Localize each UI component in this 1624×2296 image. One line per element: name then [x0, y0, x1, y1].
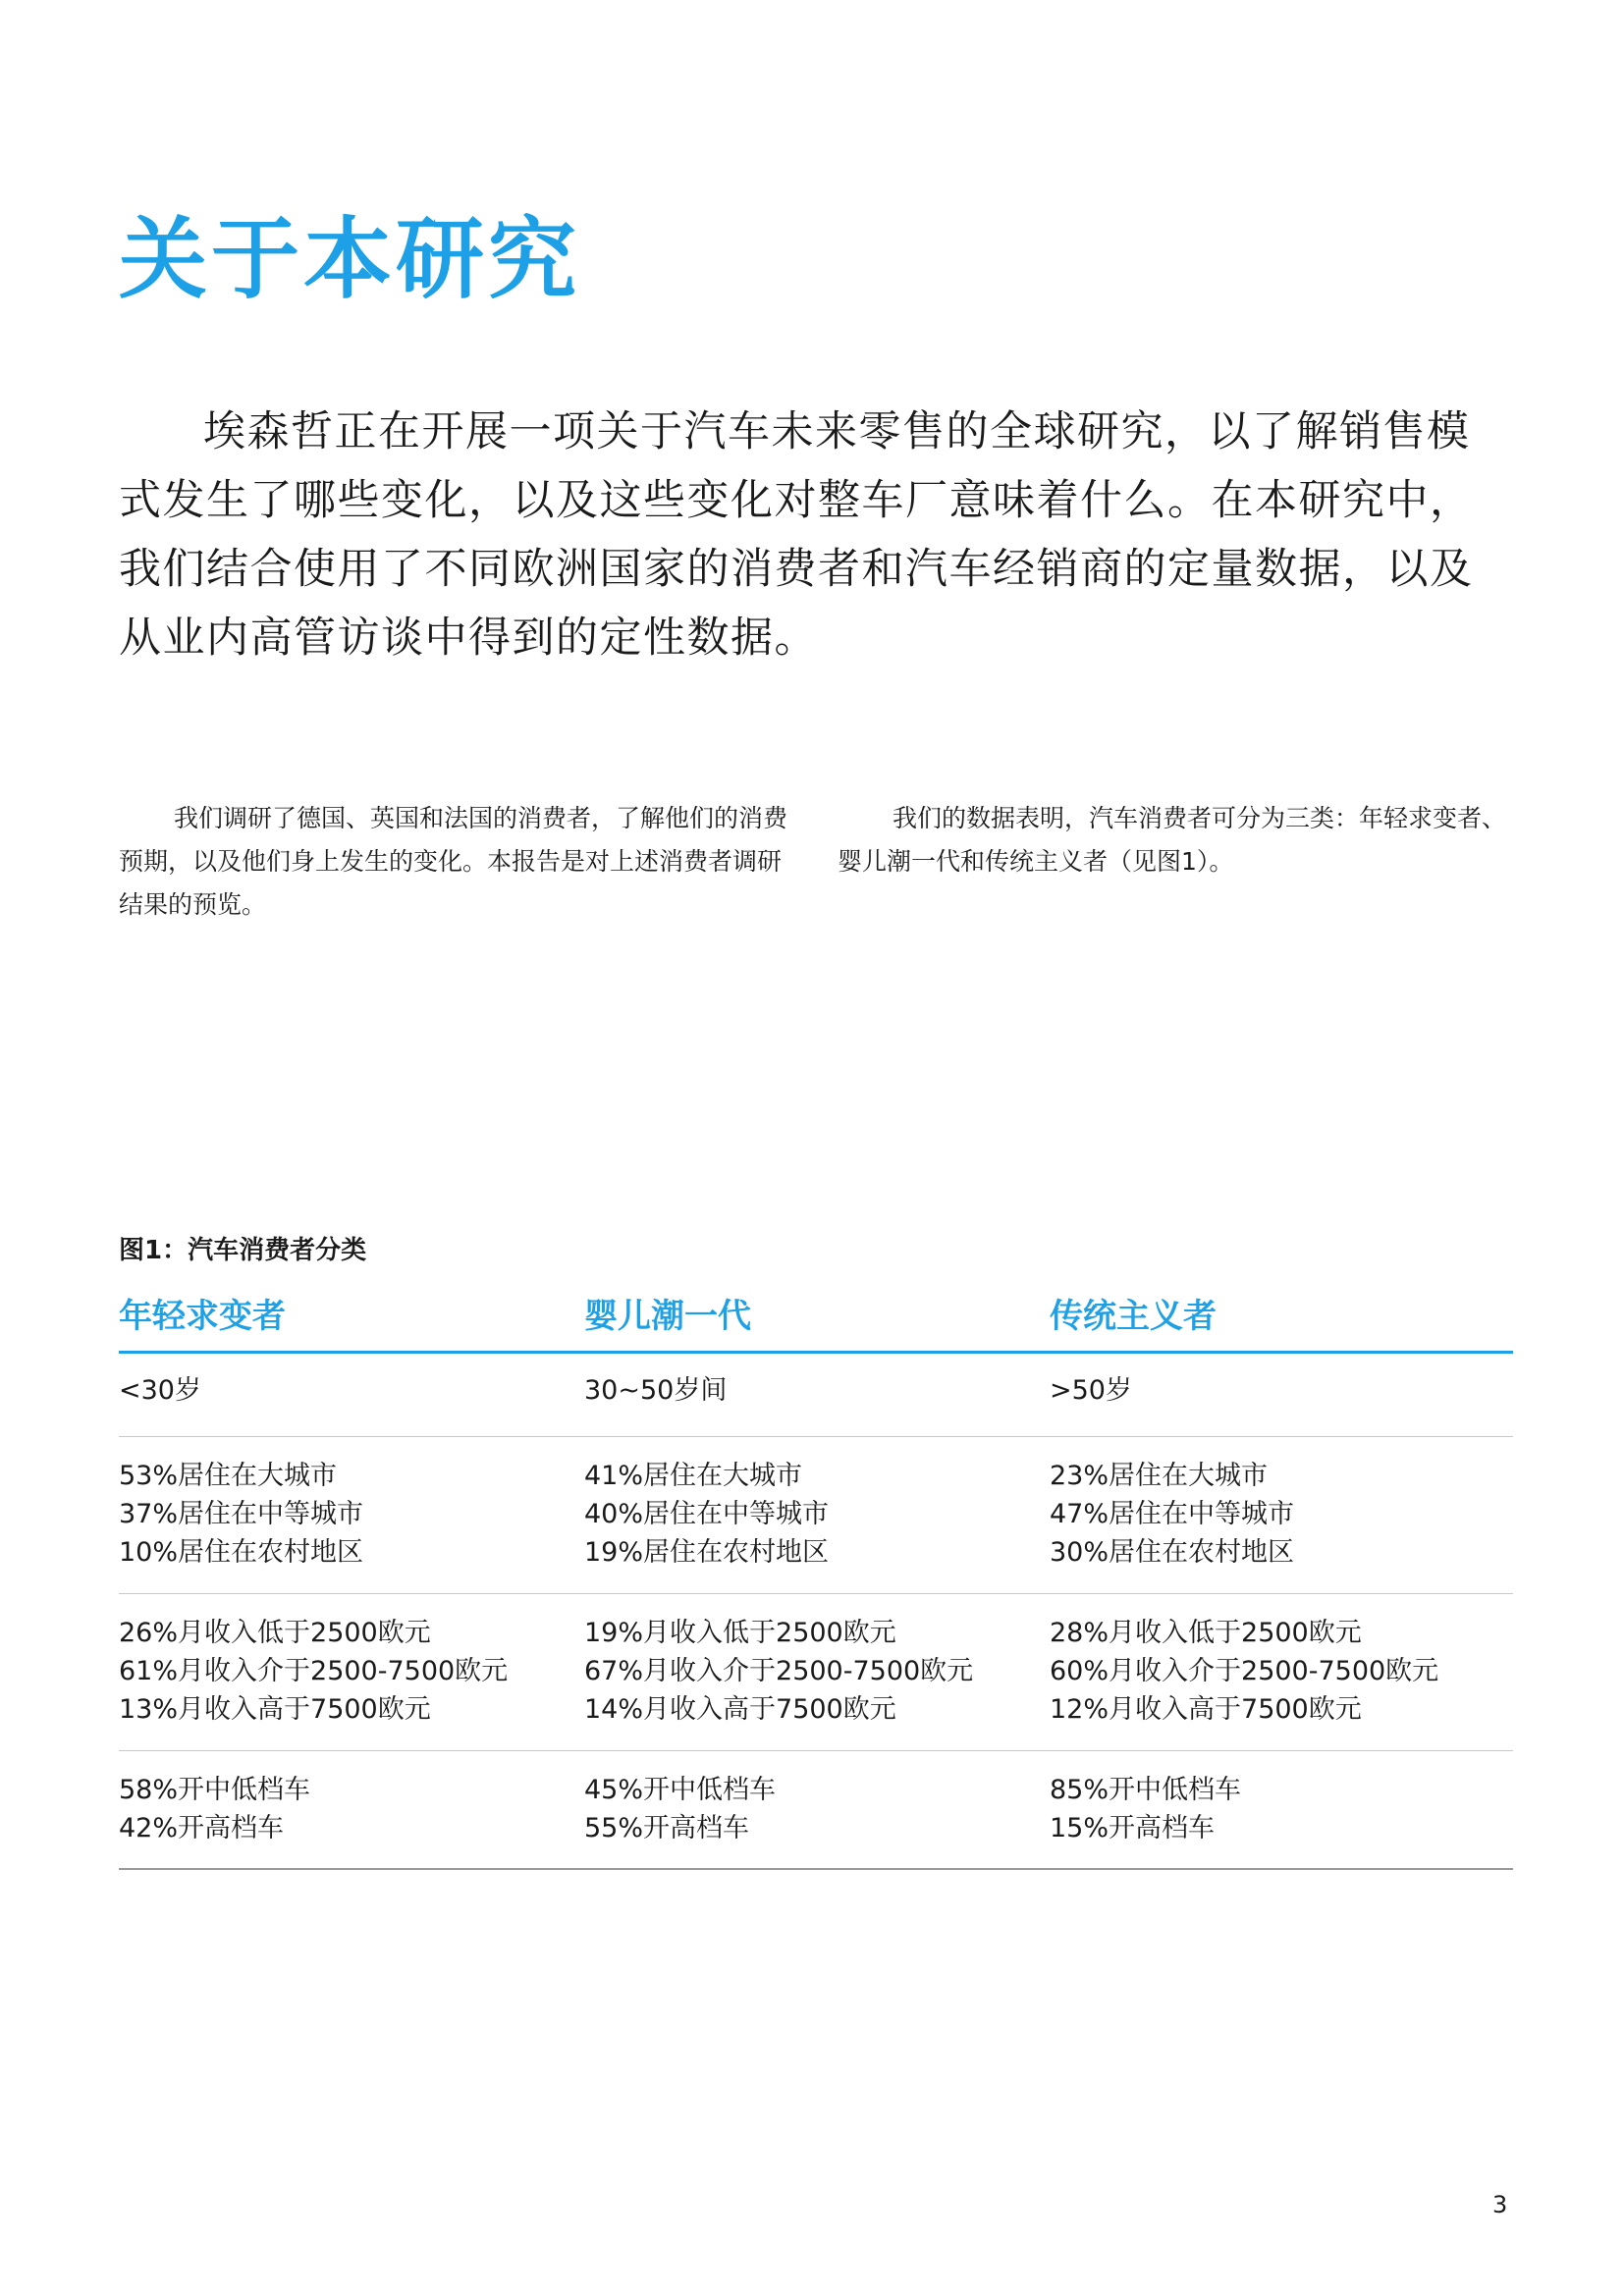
- cell-line: 61%月收入介于2500-7500欧元: [119, 1656, 509, 1686]
- cell-line: 12%月收入高于7500欧元: [1050, 1694, 1362, 1725]
- table-row-income: [119, 1594, 1513, 1751]
- cell-line: 47%居住在中等城市: [1050, 1499, 1295, 1529]
- table-cell: [119, 1457, 584, 1593]
- page-number: 3: [1492, 2191, 1508, 2218]
- cell-line: 58%开中低档车: [119, 1775, 311, 1805]
- right-column-paragraph: 我们的数据表明，汽车消费者可分为三类：年轻求变者、婴儿潮一代和传统主义者（见图1）。: [838, 804, 1507, 876]
- table-cell: [584, 1614, 1050, 1750]
- cell-line: 55%开高档车: [584, 1813, 750, 1843]
- table-row-age: [119, 1354, 1513, 1437]
- table-row-residence: [119, 1437, 1513, 1594]
- cell-line: 60%月收入介于2500-7500欧元: [1050, 1656, 1439, 1686]
- cell-line: >50岁: [1050, 1375, 1132, 1406]
- table-cell: [584, 1371, 1050, 1436]
- cell-line: <30岁: [119, 1375, 201, 1406]
- table-row-car-tier: [119, 1751, 1513, 1870]
- table-cell: [584, 1771, 1050, 1868]
- column-header: 年轻求变者: [119, 1297, 286, 1336]
- table-cell: [584, 1457, 1050, 1593]
- cell-line: 15%开高档车: [1050, 1813, 1216, 1843]
- cell-line: 42%开高档车: [119, 1813, 285, 1843]
- intro-paragraph: 埃森哲正在开展一项关于汽车未来零售的全球研究，以了解销售模式发生了哪些变化，以及这些变化对整车厂意味着什么。在本研究中，我们结合使用了不同欧洲国家的消费者和汽车经销商的定量数据，以及从业内高管访谈中得到的定性数据。: [119, 407, 1474, 663]
- cell-line: 10%居住在农村地区: [119, 1537, 364, 1568]
- table-cell: [1050, 1371, 1513, 1436]
- table-cell: [1050, 1457, 1513, 1593]
- table-cell: [119, 1771, 584, 1868]
- cell-line: 14%月收入高于7500欧元: [584, 1694, 896, 1725]
- table-header-row: [119, 1296, 1513, 1354]
- column-header: 传统主义者: [1050, 1297, 1217, 1336]
- cell-line: 30~50岁间: [584, 1375, 728, 1406]
- table-cell: [1050, 1771, 1513, 1868]
- left-column-paragraph: 我们调研了德国、英国和法国的消费者，了解他们的消费预期，以及他们身上发生的变化。本报告是对上述消费者调研结果的预览。: [119, 804, 788, 919]
- cell-line: 37%居住在中等城市: [119, 1499, 364, 1529]
- column-header: 婴儿潮一代: [584, 1297, 751, 1336]
- table-cell: [119, 1371, 584, 1436]
- cell-line: 19%居住在农村地区: [584, 1537, 830, 1568]
- cell-line: 26%月收入低于2500欧元: [119, 1618, 431, 1648]
- cell-line: 40%居住在中等城市: [584, 1499, 830, 1529]
- cell-line: 53%居住在大城市: [119, 1461, 338, 1491]
- cell-line: 28%月收入低于2500欧元: [1050, 1618, 1362, 1648]
- cell-line: 41%居住在大城市: [584, 1461, 803, 1491]
- cell-line: 85%开中低档车: [1050, 1775, 1242, 1805]
- cell-line: 30%居住在农村地区: [1050, 1537, 1295, 1568]
- cell-line: 19%月收入低于2500欧元: [584, 1618, 896, 1648]
- table-cell: [1050, 1614, 1513, 1750]
- cell-line: 45%开中低档车: [584, 1775, 777, 1805]
- consumer-segments-table: [119, 1296, 1513, 1870]
- table-cell: [119, 1614, 584, 1750]
- page-title: 关于本研究: [119, 208, 580, 312]
- cell-line: 67%月收入介于2500-7500欧元: [584, 1656, 974, 1686]
- cell-line: 13%月收入高于7500欧元: [119, 1694, 431, 1725]
- cell-line: 23%居住在大城市: [1050, 1461, 1269, 1491]
- figure-caption: 图1：汽车消费者分类: [119, 1236, 367, 1265]
